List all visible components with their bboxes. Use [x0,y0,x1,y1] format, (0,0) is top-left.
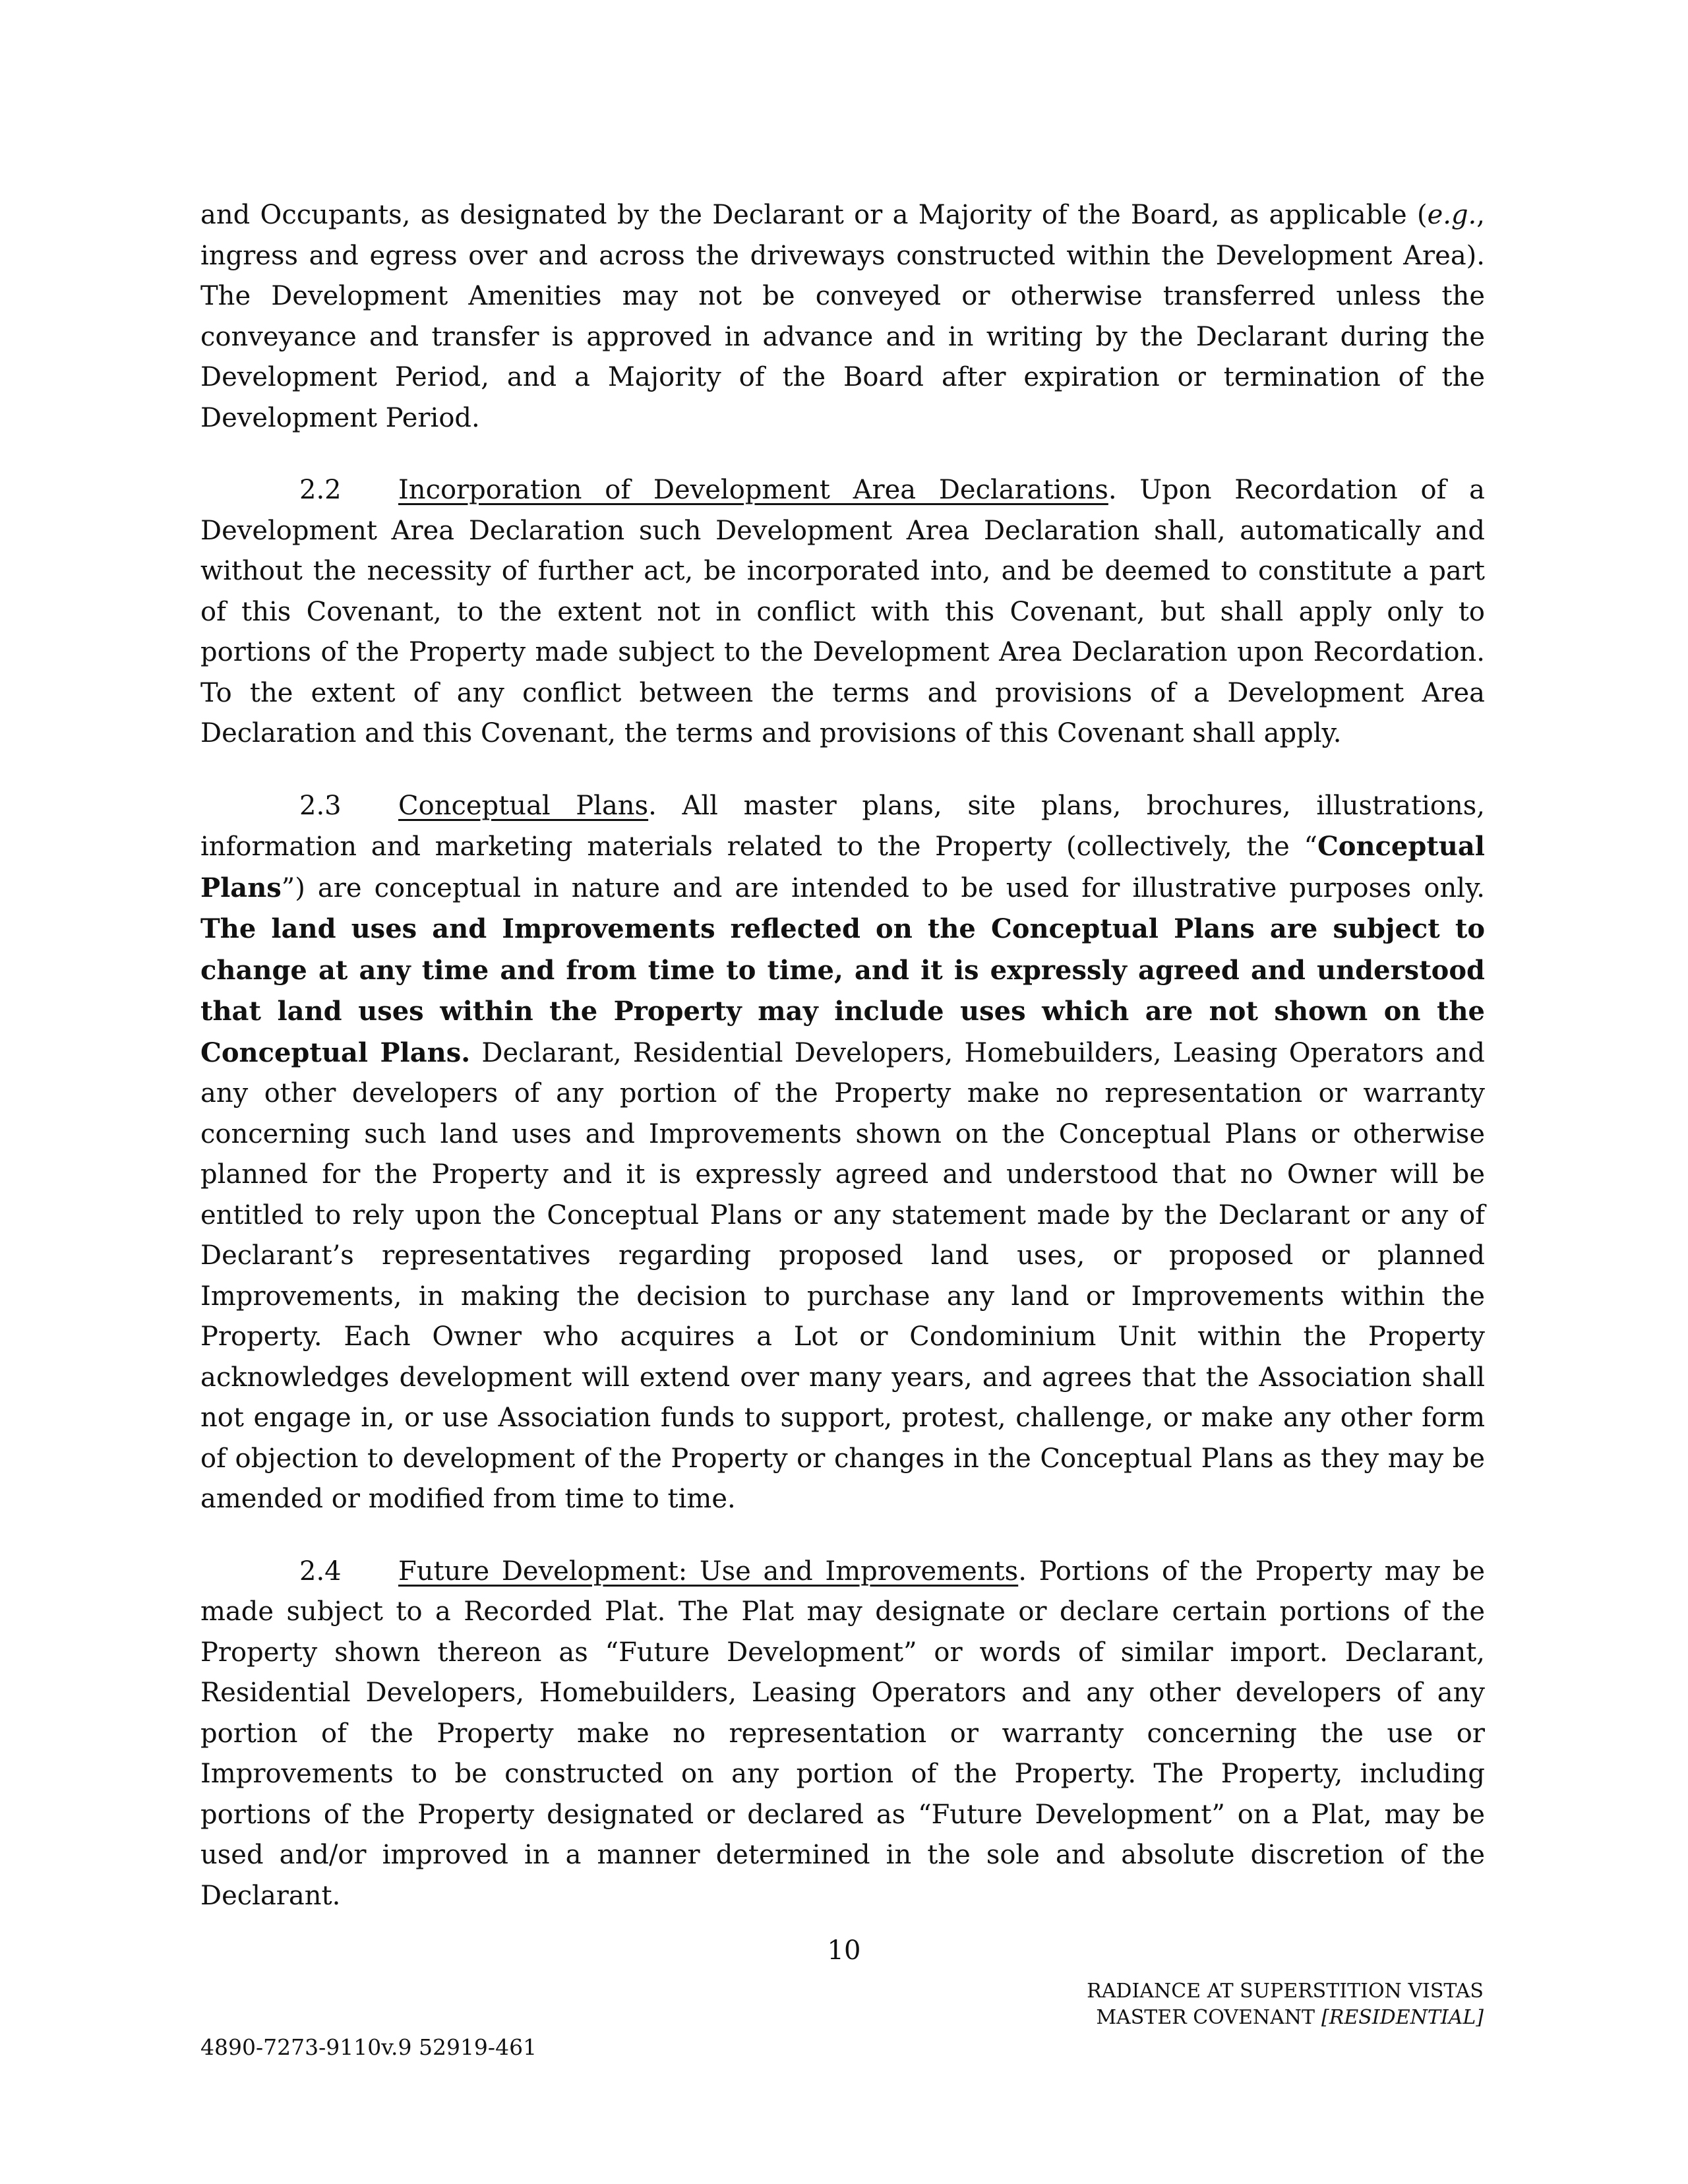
section-body: Portions of the Property may be made subject to a Recorded Plat. The Plat may designate or declare certain portions of the Property shown thereon as “Future Development” or words of similar import. Declarant, Residential Developers, Homebuilders, Leasing Operators and any other developers of any portion of the Property make no representation or warranty concerning the use or Improvements to be constructed on any portion of the Property. The Property, including portions of the Property designated or declared as “Future Development” on a Plat, may be used and/or improved in a manner determined in the sole and absolute discretion of the Declarant. [200,1556,1486,1911]
defined-term: Conceptual Plans [200,831,1485,903]
section-body: Upon Recordation of a Development Area Declaration such Development Area Declaration shall, automatically and without the necessity of further act, be incorporated into, and be deemed to constitute a part of this Covenant, to the extent not in conflict with this Covenant, but shall apply only to portions of the Property made subject to the Development Area Declaration upon Recordation. To the extent of any conflict between the terms and provisions of a Development Area Declaration and this Covenant, the terms and provisions of this Covenant shall apply. [200,475,1485,748]
continuation-text-a: and Occupants, as designated by the Declarant or a Majority of the Board, as applicable ( [200,200,1428,230]
document-body [200,195,1485,1948]
section-number: 2.2 [299,475,342,505]
section-title: Future Development: Use and Improvements [398,1556,1019,1587]
section-title-period: . [648,790,657,821]
footer-document-title [1087,1978,1484,2031]
section-2-2 [200,470,1485,754]
section-title: Incorporation of Development Area Declarations [398,475,1108,505]
footer-title-prefix: MASTER COVENANT [1096,2006,1315,2029]
footer-title-italic: [RESIDENTIAL] [1321,2006,1484,2029]
footer-title-line-2 [1087,2005,1484,2031]
continuation-italic: e.g. [1427,200,1477,230]
footer-title-line-1: RADIANCE AT SUPERSTITION VISTAS [1087,1980,1484,2003]
section-number: 2.3 [299,790,342,821]
section-body-b: ”) are conceptual in nature and are intended to be used for illustrative purposes only. [281,872,1485,903]
section-title-period: . [1018,1556,1027,1587]
page-number: 10 [827,1935,861,1966]
section-title-period: . [1108,475,1117,505]
section-title: Conceptual Plans [398,790,649,821]
continuation-paragraph [200,195,1485,439]
section-2-4 [200,1552,1485,1917]
section-body-c: Declarant, Residential Developers, Homebuilders, Leasing Operators and any other developers of any portion of the Property make no representation or warranty concerning such land uses and Improvements shown on the Conceptual Plans or otherwise planned for the Property and it is expressly agreed and understood that no Owner will be entitled to rely upon the Conceptual Plans or any statement made by the Declarant or any of Declarant’s representatives regarding proposed land uses, or proposed or planned Improvements, in making the decision to purchase any land or Improvements within the Property. Each Owner who acquires a Lot or Condominium Unit within the Property acknowledges development will extend over many years, and agrees that the Association shall not engage in, or use Association funds to support, protest, challenge, or make any other form of objection to development of the Property or changes in the Conceptual Plans as they may be amended or modified from time to time. [200,1037,1486,1514]
section-2-3 [200,786,1485,1520]
section-number: 2.4 [299,1556,342,1587]
continuation-text-b: , ingress and egress over and across the driveways constructed within the Development Area). The Development Amenities may not be conveyed or otherwise transferred unless the conveyance and transfer is approved in advance and in writing by the Declarant during the Development Period, and a Majority of the Board after expiration or termination of the Development Period. [200,200,1485,433]
section-body-a: All master plans, site plans, brochures, illustrations, information and marketing materials related to the Property (collectively, the “ [200,790,1486,862]
bold-statement: The land uses and Improvements reflected on the Conceptual Plans are subject to change at any time and from time to time, and it is expressly agreed and understood that land uses within the Property may include uses which are not shown on the Conceptual Plans. [200,913,1485,1068]
footer-document-id: 4890-7273-9110v.9 52919-461 [200,2034,537,2060]
